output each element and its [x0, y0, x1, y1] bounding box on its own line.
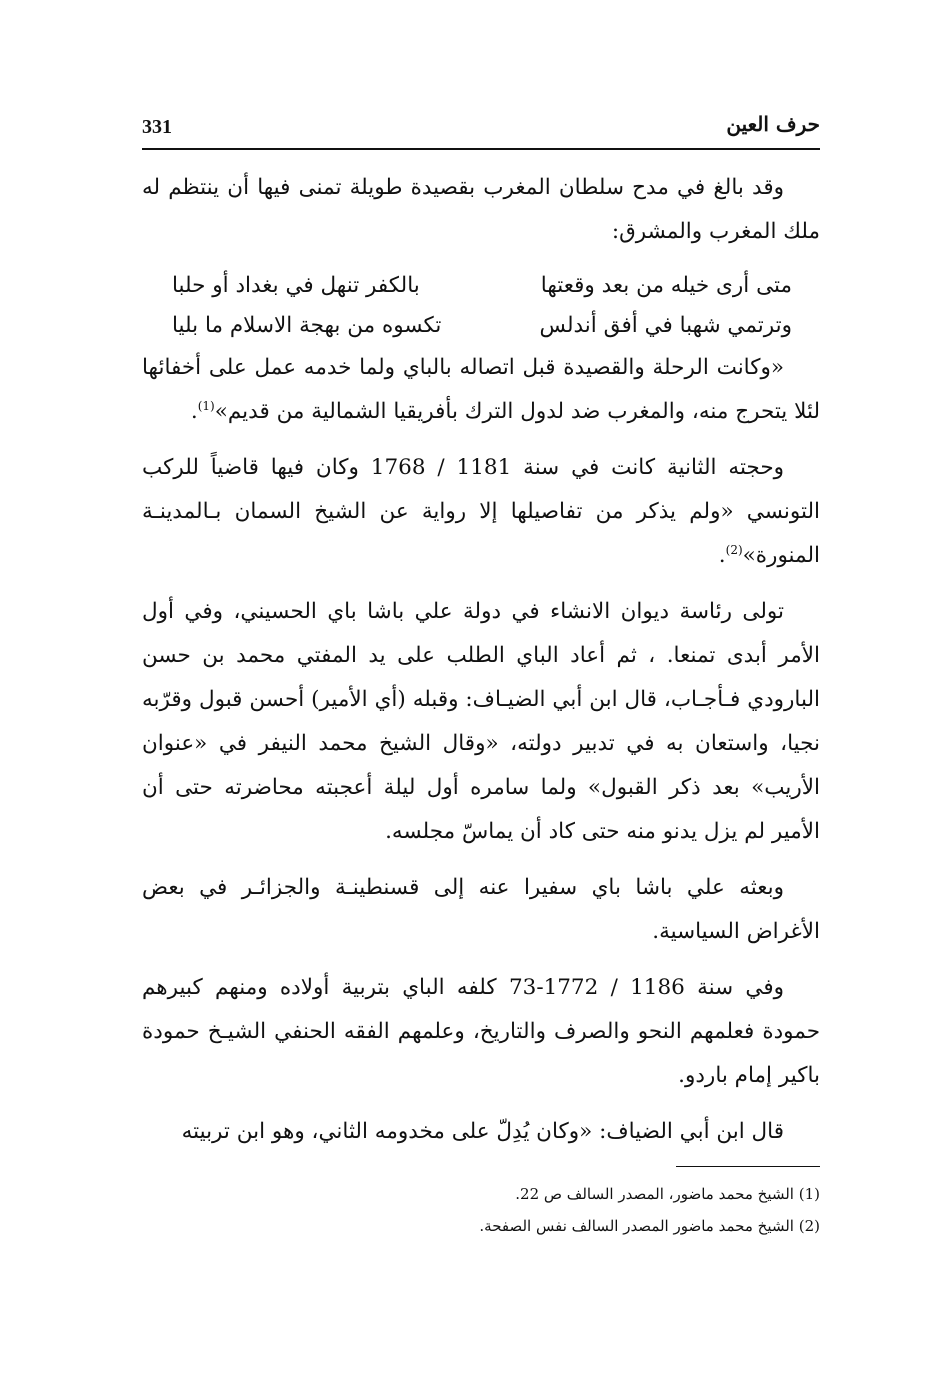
paragraph-2-end: .: [190, 399, 198, 424]
footnote-2: (2) الشيخ محمد ماضور المصدر السالف نفس الصفحة.: [479, 1217, 820, 1235]
paragraph-3: [142, 446, 820, 578]
poem-verses: [142, 266, 820, 346]
paragraph-7: قال ابن أبي الضياف: «وكان يُدِلّ على مخدومه الثاني، وهو ابن تربيته: [181, 1119, 784, 1144]
footnotes: [142, 1178, 820, 1242]
page-header: [142, 112, 820, 150]
paragraph-4: تولى رئاسة ديوان الانشاء في دولة علي باشا باي الحسيني، وفي أول الأمر أبدى تمنعا. ، ثم أعاد الباي الطلب على يد المفتي محمد بن حسن البارودي فـأجـاب، قال ابن أبي الضيـاف: وقبله (أي الأمير) أحسن قبول وقرّبه نجيا، واستعان به في تدبير دولته، «وقال الشيخ محمد النيفر في «عنوان الأريب» بعد ذكر القبول» ولما سامره أول ليلة أعجبته محاضرته حتى أن الأمير لم يزل يدنو منه حتى كاد أن يماسّ مجلسه.: [142, 599, 820, 844]
paragraph-2-text: «وكانت الرحلة والقصيدة قبل اتصاله بالباي ولما خدمه عمل على أخفائها لئلا يتحرج منه، والمغرب ضد لدول الترك بأفريقيا الشمالية من قديم»: [142, 355, 820, 424]
paragraph-6: وفي سنة 1186 / 1772-73 كلفه الباي بتربية أولاده ومنهم كبيرهم حمودة فعلمهم النحو والصرف والتاريخ، وعلمهم الفقه الحنفي الشيـخ حمودة باكير إمام باردو.: [142, 975, 820, 1088]
paragraph-3-end: .: [718, 543, 726, 568]
running-title: حرف العين: [726, 112, 820, 136]
footnote-ref-2[interactable]: (2): [725, 542, 743, 557]
verse-2-second-hemistich: تكسوه من بهجة الاسلام ما بليا: [172, 313, 442, 338]
paragraph-1: وقد بالغ في مدح سلطان المغرب بقصيدة طويلة تمنى فيها أن ينتظم له ملك المغرب والمشرق:: [142, 175, 820, 244]
paragraph-2: [142, 346, 820, 434]
paragraph-5: وبعثه علي باشا باي سفيرا عنه إلى قسنطينـة والجزائـر في بعض الأغراض السياسية.: [142, 875, 820, 944]
main-text: [142, 166, 820, 1166]
verse-1-first-hemistich: متى أرى خيله من بعد وقعتها: [540, 273, 792, 298]
footnote-ref-1[interactable]: (1): [197, 398, 215, 413]
verse-2-first-hemistich: وترتمي شهبا في أفق أندلس: [539, 313, 792, 338]
verse-line-2: [142, 306, 820, 346]
paragraph-3-text: وحجته الثانية كانت في سنة 1181 / 1768 وكان فيها قاضياً للركب التونسي «ولم يذكر من تفاصيلها إلا رواية عن الشيخ السمان بـالمدينـة المنورة»: [142, 455, 820, 568]
footnote-divider: [676, 1166, 820, 1167]
footnote-1: (1) الشيخ محمد ماضور، المصدر السالف ص 22.: [515, 1185, 820, 1203]
verse-line-1: [142, 266, 820, 306]
verse-1-second-hemistich: بالكفر تنهل في بغداد أو حلبا: [172, 273, 420, 298]
page-number: 331: [142, 116, 172, 138]
